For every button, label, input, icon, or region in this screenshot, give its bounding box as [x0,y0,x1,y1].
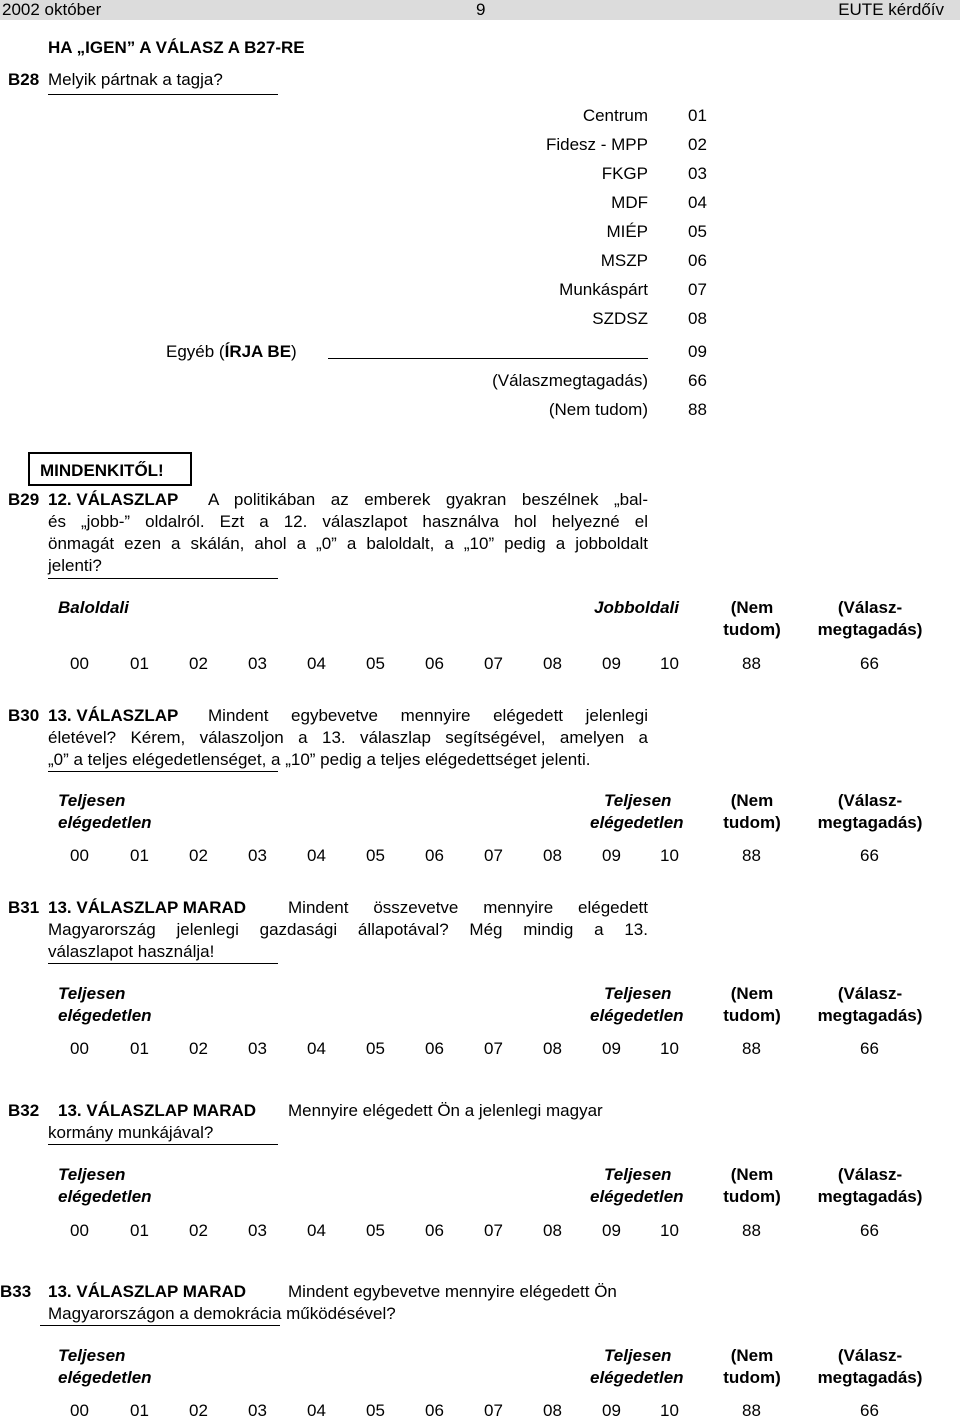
question-underline [48,1144,278,1145]
option-label: MSZP [600,251,648,270]
scale-point[interactable]: 03 [248,1401,267,1420]
question-text-b31-line3: válaszlapot használja! [48,942,215,961]
instruction-mindenkitol: MINDENKITŐL! [40,461,164,480]
refused-label-1: (Válasz- [837,598,903,617]
card-label-b32: 13. VÁLASZLAP MARAD [58,1101,257,1120]
option-code: 07 [688,280,707,299]
scale-point[interactable]: 10 [660,1401,679,1420]
option-label: (Nem tudom) [548,400,648,419]
dont-know-label-2: tudom) [723,1006,781,1025]
question-code-b32: B32 [8,1101,40,1120]
scale-point[interactable]: 08 [543,1221,562,1240]
scale-right-label-2: elégedetlen [590,813,684,832]
question-code-b29: B29 [8,490,40,509]
scale-point[interactable]: 00 [70,1401,89,1420]
refused-code[interactable]: 66 [860,654,879,673]
scale-point[interactable]: 03 [248,1221,267,1240]
refused-label-2: megtagadás) [817,1006,923,1025]
scale-left-label-1: Teljesen [58,984,126,1003]
scale-point[interactable]: 09 [602,846,621,865]
option-label: FKGP [601,164,648,183]
scale-point[interactable]: 07 [484,1401,503,1420]
question-text-b31-line1: Mindent összevetve mennyire elégedett [288,898,648,917]
question-underline [48,94,278,95]
scale-right-label-1: Teljesen [604,1165,672,1184]
scale-point[interactable]: 05 [366,846,385,865]
scale-point[interactable]: 04 [307,654,326,673]
card-label-b29: 12. VÁLASZLAP [48,490,179,509]
refused-label-2: megtagadás) [817,1187,923,1206]
scale-point[interactable]: 00 [70,1221,89,1240]
scale-point[interactable]: 01 [130,846,149,865]
scale-right-label-2: elégedetlen [590,1368,684,1387]
question-text-b29-line3: önmagát ezen a skálán, ahol a „0” a baloldalt, a „10” pedig a jobboldalt [48,534,648,553]
card-label-b30: 13. VÁLASZLAP [48,706,179,725]
option-code: 09 [688,342,707,361]
question-code-b31: B31 [8,898,40,917]
scale-left-label-1: Teljesen [58,1346,126,1365]
dont-know-code[interactable]: 88 [742,1401,761,1420]
scale-left-label-1: Teljesen [58,791,126,810]
option-code: 04 [688,193,707,212]
scale-point[interactable]: 02 [189,1039,208,1058]
scale-point[interactable]: 03 [248,654,267,673]
dont-know-label-1: (Nem [730,1165,774,1184]
scale-right-label-2: elégedetlen [590,1006,684,1025]
dont-know-label-2: tudom) [723,620,781,639]
question-text-b28: Melyik pártnak a tagja? [48,70,223,89]
dont-know-code[interactable]: 88 [742,846,761,865]
scale-point[interactable]: 09 [602,654,621,673]
scale-point[interactable]: 07 [484,846,503,865]
dont-know-label-1: (Nem [730,984,774,1003]
card-label-b33: 13. VÁLASZLAP MARAD [48,1282,247,1301]
refused-code[interactable]: 66 [860,1221,879,1240]
dont-know-label-1: (Nem [730,598,774,617]
scale-point[interactable]: 02 [189,1401,208,1420]
write-in-line[interactable] [328,358,648,359]
dont-know-code[interactable]: 88 [742,1221,761,1240]
scale-point[interactable]: 01 [130,1221,149,1240]
option-code: 03 [688,164,707,183]
header-page-number: 9 [476,0,486,19]
scale-point[interactable]: 08 [543,654,562,673]
scale-point[interactable]: 06 [425,1221,444,1240]
scale-point[interactable]: 09 [602,1401,621,1420]
refused-code[interactable]: 66 [860,1039,879,1058]
option-code: 66 [688,371,707,390]
refused-label-2: megtagadás) [817,620,923,639]
dont-know-code[interactable]: 88 [742,654,761,673]
scale-point[interactable]: 10 [660,654,679,673]
scale-point[interactable]: 04 [307,846,326,865]
scale-point[interactable]: 07 [484,1039,503,1058]
refused-label-1: (Válasz- [837,984,903,1003]
scale-point[interactable]: 03 [248,846,267,865]
refused-label-2: megtagadás) [817,1368,923,1387]
question-underline [48,771,278,772]
dont-know-label-1: (Nem [730,791,774,810]
scale-point[interactable]: 05 [366,1401,385,1420]
scale-left-label-2: elégedetlen [58,1006,152,1025]
scale-point[interactable]: 08 [543,846,562,865]
scale-left-label-2: elégedetlen [58,1187,152,1206]
refused-label-1: (Válasz- [837,1165,903,1184]
dont-know-code[interactable]: 88 [742,1039,761,1058]
scale-left-label-1: Teljesen [58,1165,126,1184]
scale-point[interactable]: 09 [602,1221,621,1240]
scale-point[interactable]: 01 [130,1401,149,1420]
dont-know-label-2: tudom) [723,813,781,832]
scale-right-label: Jobboldali [594,598,679,617]
scale-point[interactable]: 05 [366,1221,385,1240]
scale-point[interactable]: 04 [307,1221,326,1240]
question-text-b32-line1: Mennyire elégedett Ön a jelenlegi magyar [288,1101,603,1120]
scale-point[interactable]: 06 [425,1401,444,1420]
scale-point[interactable]: 10 [660,1039,679,1058]
filter-instruction: HA „IGEN” A VÁLASZ A B27-RE [48,38,305,57]
scale-point[interactable]: 04 [307,1401,326,1420]
scale-point[interactable]: 00 [70,846,89,865]
option-label: SZDSZ [592,309,648,328]
question-text-b33-line2: Magyarországon a demokrácia működésével? [48,1304,396,1323]
dont-know-label-2: tudom) [723,1368,781,1387]
scale-point[interactable]: 02 [189,1221,208,1240]
scale-point[interactable]: 08 [543,1039,562,1058]
question-text-b29-line2: és „jobb-” oldalról. Ezt a 12. válaszlapot használva hol helyezné el [48,512,648,531]
question-text-b32-line2: kormány munkájával? [48,1123,214,1142]
scale-point[interactable]: 00 [70,654,89,673]
card-label-b31: 13. VÁLASZLAP MARAD [48,898,247,917]
scale-point[interactable]: 02 [189,654,208,673]
scale-point[interactable]: 10 [660,1221,679,1240]
scale-right-label-2: elégedetlen [590,1187,684,1206]
scale-left-label: Baloldali [58,598,129,617]
scale-point[interactable]: 05 [366,1039,385,1058]
header-doc-title: EUTE kérdőív [838,0,944,19]
option-code: 05 [688,222,707,241]
refused-label-1: (Válasz- [837,1346,903,1365]
scale-point[interactable]: 06 [425,846,444,865]
refused-label-2: megtagadás) [817,813,923,832]
question-text-b29-line1: A politikában az emberek gyakran beszélnek „bal- [208,490,648,509]
question-text-b30-line2: életével? Kérem, válaszoljon a 13. válaszlap segítségével, amelyen a [48,728,648,747]
question-code-b33: B33 [0,1282,32,1301]
option-code: 02 [688,135,707,154]
option-code: 88 [688,400,707,419]
option-label: MIÉP [606,222,648,241]
option-code: 06 [688,251,707,270]
header-date: 2002 október [2,0,102,19]
scale-point[interactable]: 04 [307,1039,326,1058]
scale-point[interactable]: 06 [425,654,444,673]
option-label: (Válaszmegtagadás) [492,371,648,390]
scale-point[interactable]: 00 [70,1039,89,1058]
question-code-b28: B28 [8,70,40,89]
scale-point[interactable]: 05 [366,654,385,673]
question-underline [48,578,278,579]
option-label: Centrum [582,106,648,125]
question-underline [40,1325,280,1326]
question-text-b29-line4: jelenti? [48,556,102,575]
question-code-b30: B30 [8,706,40,725]
option-label-other: Egyéb (ÍRJA BE) [166,342,297,361]
scale-left-label-2: elégedetlen [58,813,152,832]
scale-right-label-1: Teljesen [604,791,672,810]
scale-point[interactable]: 07 [484,1221,503,1240]
scale-point[interactable]: 01 [130,1039,149,1058]
question-underline [48,963,278,964]
question-text-b33-line1: Mindent egybevetve mennyire elégedett Ön [288,1282,617,1301]
scale-left-label-2: elégedetlen [58,1368,152,1387]
question-text-b30-line1: Mindent egybevetve mennyire elégedett jelenlegi [208,706,648,725]
option-label: Munkáspárt [559,280,648,299]
question-text-b31-line2: Magyarország jelenlegi gazdasági állapotával? Még mindig a 13. [48,920,648,939]
option-code: 01 [688,106,707,125]
refused-code[interactable]: 66 [860,846,879,865]
scale-point[interactable]: 09 [602,1039,621,1058]
scale-point[interactable]: 07 [484,654,503,673]
option-label: Fidesz - MPP [545,135,648,154]
option-code: 08 [688,309,707,328]
refused-code[interactable]: 66 [860,1401,879,1420]
option-label: MDF [611,193,648,212]
scale-point[interactable]: 03 [248,1039,267,1058]
scale-right-label-1: Teljesen [604,1346,672,1365]
refused-label-1: (Válasz- [837,791,903,810]
scale-right-label-1: Teljesen [604,984,672,1003]
scale-point[interactable]: 08 [543,1401,562,1420]
question-text-b30-line3: „0” a teljes elégedetlenséget, a „10” pedig a teljes elégedettséget jelenti. [48,750,591,769]
scale-point[interactable]: 06 [425,1039,444,1058]
scale-point[interactable]: 02 [189,846,208,865]
dont-know-label-1: (Nem [730,1346,774,1365]
dont-know-label-2: tudom) [723,1187,781,1206]
scale-point[interactable]: 10 [660,846,679,865]
scale-point[interactable]: 01 [130,654,149,673]
